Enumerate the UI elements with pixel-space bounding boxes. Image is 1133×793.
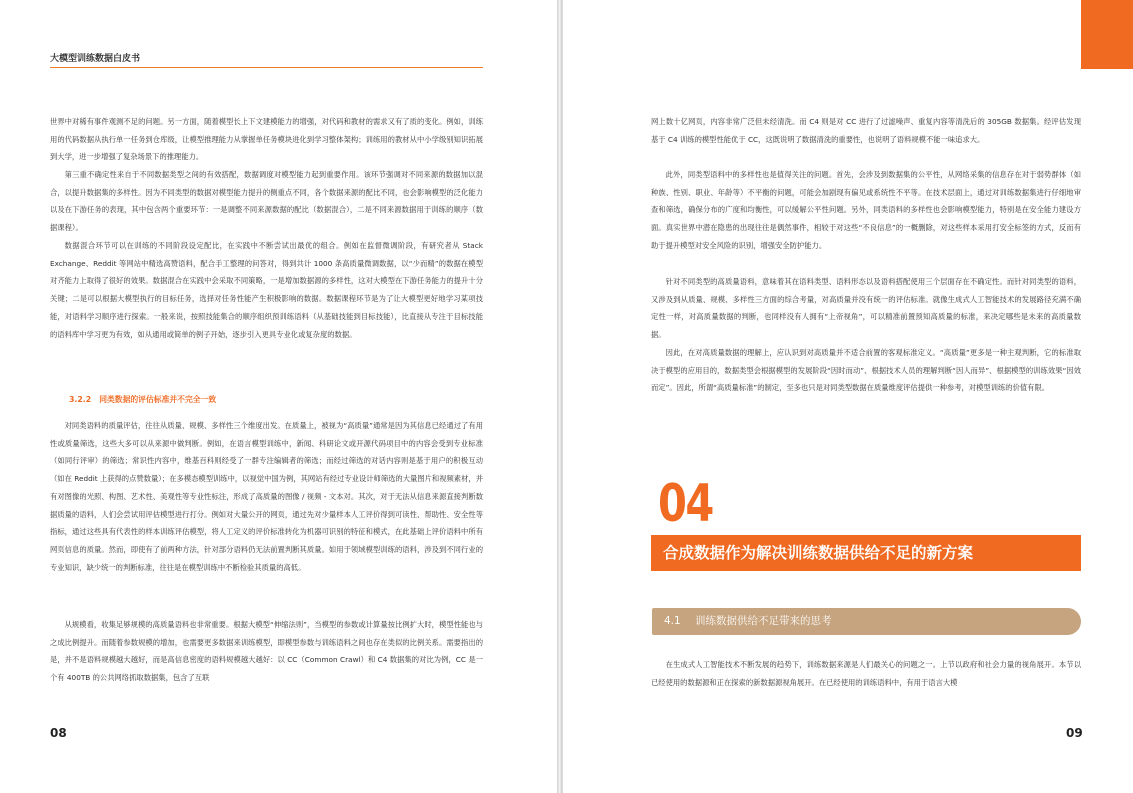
body-paragraph: 针对不同类型的高质量语料，意味着其在语料类型、语料形态以及语料搭配使用三个层面存在不确定性。而针对同类型的语料，又涉及到从质量、规模、多样性三方面的综合考量，对高质量并没有统一的评估标准。就像生成式人工智能技术的发展路径充满不确定性一样，对高质量数据的判断，也同样没有人拥有“上帝视角”，可以精准前置预知高质量的标准，来决定哪些是未来的高质量数据。 [651, 277, 1081, 340]
body-paragraph: 第三重不确定性来自于不同数据类型之间的有效搭配，数据调度对模型能力起到重要作用。该环节强调对不同来源的数据加以混合，以提升数据集的多样性。因为不同类型的数据对模型能力提升的侧重点不同，各个数据来源的配比不同，也会影响模型的泛化能力以及在下游任务的表现，其中包含两个重要环节：一是调整不同来源数据的配比（数据混合），二是不同来源数据用于训练的顺序（数据课程）。 [50, 170, 483, 233]
body-paragraph: 因此，在对高质量数据的理解上，应认识到对高质量并不适合前置的客观标准定义。“高质量”更多是一种主观判断，它的标准取决于模型的应用目的，数据类型会根据模型的发展阶段“因时而动”、根据技术人员的理解判断“因人而异”、根据模型的训练效果“因效而定”。因此，所谓“高质量标准”的制定，至多也只是对同类型数据在质量维度评估提供一种参考，对模型训练的价值有限。 [651, 348, 1081, 393]
body-paragraph: 网上数十亿网页，内容非常广泛但未经清洗。而 C4 则是对 CC 进行了过滤噪声、重复内容等清洗后的 305GB 数据集。经评估发现基于 C4 训练的模型性能优于 CC，这既说明了数据清洗的重要性，也说明了语料规模不能一味追求大。 [651, 117, 1081, 144]
body-paragraph: 从规模看，收集足够规模的高质量语料也非常重要。根据大模型“伸缩法则”，当模型的参数或计算量按比例扩大时，模型性能也与之成比例提升。而随着参数规模的增加，也需要更多数据来训练模型，即模型参数与训练语料之间也存在类似的比例关系。需要指出的是，并不是语料规模越大越好，而是高信息密度的语料规模越大越好：以 CC（Common Crawl）和 C4 数据集的对比为例，CC 是一个有 400TB 的公共网络抓取数据集，包含了互联 [50, 620, 483, 683]
body-paragraph: 数据混合环节可以在训练的不同阶段设定配比，在实践中不断尝试出最优的组合。例如在监督微调阶段，有研究者从 Stack Exchange、Reddit 等网站中精选高赞语料，配合手工整理的问答对，得到共计 1000 条高质量微调数据，以“少而精”的数据在模型对齐能力上取得了很好的效果。数据混合在实践中会采取不同策略，一是增加数据源的多样性，这对大模型在下游任务能力的提升十分关键；二是可以根据大模型执行的目标任务，选择对任务性能产生积极影响的数据。数据课程环节是为了让大模型更好地学习某项技能，对语料学习顺序进行探索。一般来说，按照技能集合的顺序组织预训练语料（从基础技能到目标技能），比直接从专注于目标技能的语料库中学习更为有效，如从通用或简单的例子开始，逐步引入更具专业化或复杂度的数据。 [50, 241, 483, 339]
page-number: 08 [50, 726, 67, 740]
left-page [0, 0, 558, 793]
corner-tab [1081, 0, 1133, 69]
body-paragraph: 对同类语料的质量评估，往往从质量、规模、多样性三个维度出发。在质量上，被视为“高质量”通常是因为其信息已经通过了有用性或质量筛选，这些大多可以从来源中做判断。例如，在语言模型训练中，新闻、科研论文或开源代码项目中的内容会受到专业标准（如同行评审）的筛选；常识性内容中，维基百科则经受了一群专注编辑者的筛选；而经过筛选的对话内容则是基于用户的积极互动（如在 Reddit 上获得的点赞数量）；在多模态模型训练中，以视觉中国为例，其网站有经过专业设计师筛选的大量图片和视频素材，并有对图像的光照、构图、艺术性、美观性等专业性标注，形成了高质量的图像 / 视频 - 文本对。其次，对于无法从信息来源直接判断数据质量的语料，人们会尝试用评估模型进行打分。例如对大量公开的网页，通过先对少量样本人工评价得到可读性、帮助性、安全性等指标，通过这些具有代表性的样本训练评估模型，将人工定义的评价标准转化为机器可识别的特征和模式，在此基础上评价语料中所有网页信息的质量。然而，即使有了前两种方法，针对部分语料仍无法前置判断其质量。如用于领域模型训练的语料，涉及到不同行业的专业知识，缺少统一的判断标准，往往是在模型训练中不断检验其质量的高低。 [50, 421, 483, 572]
header-rule [50, 67, 483, 68]
section-banner [652, 608, 1081, 635]
page-number: 09 [1066, 726, 1083, 740]
chapter-title: 合成数据作为解决训练数据供给不足的新方案 [663, 544, 974, 562]
chapter-number: 04 [658, 474, 713, 534]
body-paragraph: 世界中对稀有事件观测不足的问题。另一方面，随着模型长上下文建模能力的增强，对代码和教材的需求又有了质的变化。例如，训练用的代码数据从执行单一任务到仓库级，让模型推理能力从掌握单任务模块进化到学习整体架构；训练用的教材从中小学级别知识拓展到大学，进一步增强了复杂场景下的推理能力。 [50, 117, 483, 162]
subsection-heading [69, 394, 224, 405]
body-paragraph: 此外，同类型语料中的多样性也是值得关注的问题。首先，会涉及到数据集的公平性，从网络采集的信息存在对于弱势群体（如种族、性别、职业、年龄等）不平衡的问题，可能会加剧现有偏见或系统性不平等。在技术层面上，通过对训练数据集进行仔细地审查和筛选，确保分布的广度和均衡性，可以缓解公平性问题。另外，同类语料的多样性也会影响模型能力，特别是在安全能力建设方面。真实世界中潜在隐患的出现往往是偶然事件，相较于对这些“不良信息”的一概删除，对这些样本采用打安全标签的方式，反而有助于提升模型对安全风险的识别，增强安全防护能力。 [651, 170, 1081, 250]
subsection-title: 同类数据的评估标准并不完全一致 [99, 395, 217, 404]
chapter-banner [651, 535, 1081, 571]
subsection-number: 3.2.2 [69, 395, 92, 404]
running-header-title: 大模型训练数据白皮书 [50, 54, 141, 64]
body-paragraph: 在生成式人工智能技术不断发展的趋势下，训练数据来源是人们最关心的问题之一。上节以政府和社会力量的视角展开。本节以已经使用的数据源和正在探索的新数据源视角展开。在已经使用的训练语料中，有用于语言大模 [651, 660, 1081, 687]
section-title: 训练数据供给不足带来的思考 [695, 615, 832, 627]
section-number: 4.1 [664, 615, 681, 627]
